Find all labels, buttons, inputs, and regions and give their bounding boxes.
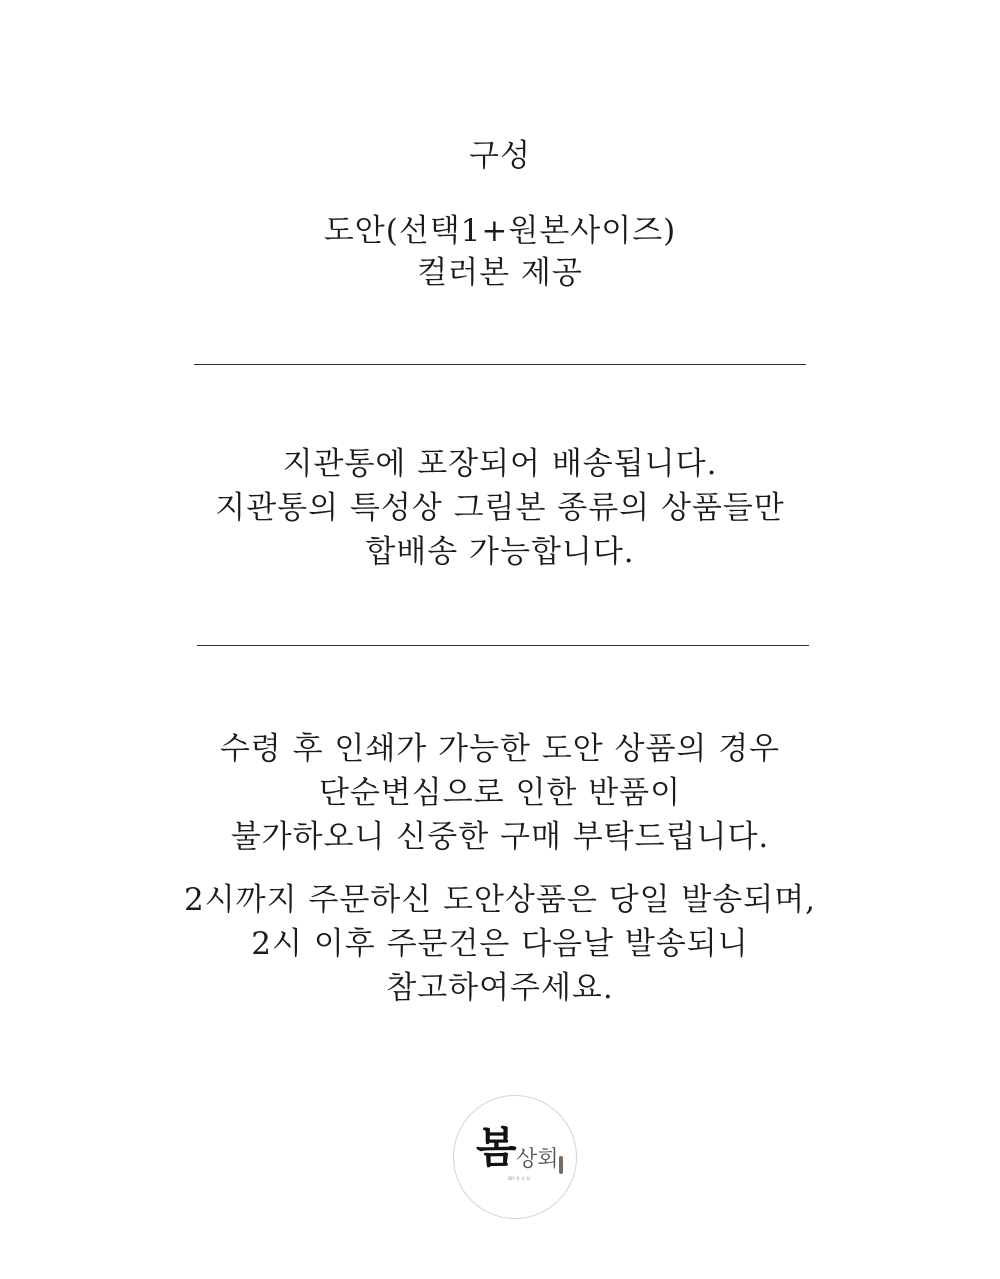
logo-sub-text: 상회 bbox=[516, 1147, 559, 1172]
dispatch-line-1: 2시까지 주문하신 도안상품은 당일 발송되며, bbox=[183, 882, 817, 918]
shipping-text bbox=[0, 442, 1000, 574]
divider-top bbox=[194, 364, 806, 365]
divider-bottom bbox=[197, 645, 809, 646]
logo-main-glyph: 봄 bbox=[476, 1123, 515, 1172]
composition-text bbox=[0, 210, 1000, 294]
dispatch-notice-text bbox=[0, 878, 1000, 1010]
composition-line-1: 도안(선택1+원본사이즈) bbox=[323, 213, 677, 249]
logo-brush-icon bbox=[559, 1156, 563, 1174]
composition-line-2: 컬러본 제공 bbox=[417, 255, 583, 291]
notice-line-3: 불가하오니 신중한 구매 부탁드립니다. bbox=[230, 819, 770, 855]
shipping-line-2: 지관통의 특성상 그림본 종류의 상품들만 bbox=[215, 490, 785, 526]
notice-line-1: 수령 후 인쇄가 가능한 도안 상품의 경우 bbox=[219, 731, 781, 767]
section-title bbox=[0, 135, 1000, 177]
title-text: 구성 bbox=[469, 138, 531, 174]
shipping-line-3: 합배송 가능합니다. bbox=[365, 534, 635, 570]
logo-caption: DIY 봄 상 회 bbox=[507, 1176, 531, 1181]
return-notice-text bbox=[0, 727, 1000, 859]
notice-line-2: 단순변심으로 인한 반품이 bbox=[318, 775, 682, 811]
brand-logo bbox=[453, 1095, 577, 1219]
dispatch-line-2: 2시 이후 주문건은 다음날 발송되니 bbox=[251, 926, 749, 962]
shipping-line-1: 지관통에 포장되어 배송됩니다. bbox=[282, 446, 718, 482]
dispatch-line-3: 참고하여주세요. bbox=[386, 970, 614, 1006]
